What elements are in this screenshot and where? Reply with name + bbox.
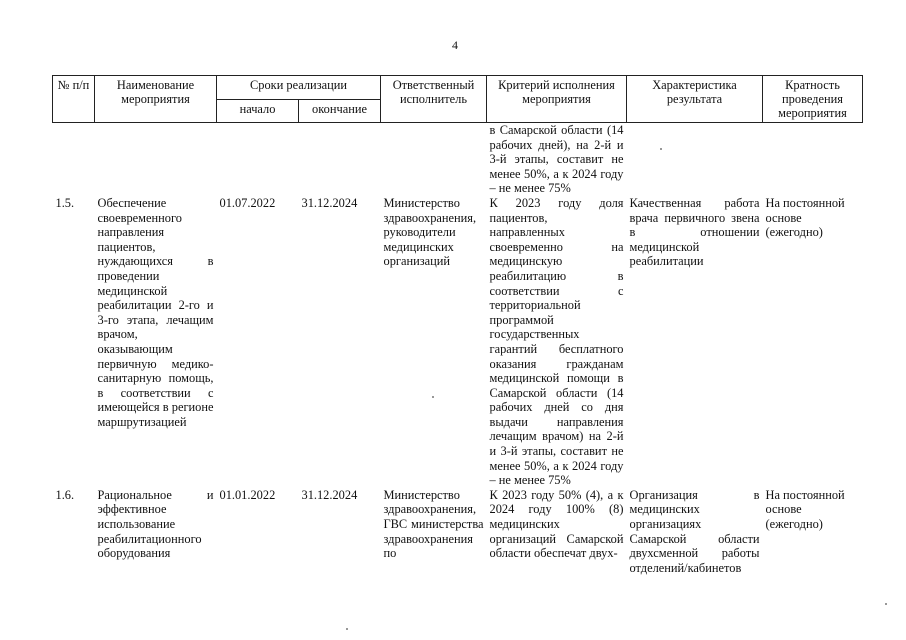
header-responsible: Ответственный исполнитель [381,76,487,123]
page-number: 4 [452,38,458,52]
header-criterion: Критерий исполнения мероприятия [487,76,627,123]
header-frequency: Кратность проведения мероприятия [763,76,863,123]
table-row [53,488,863,576]
header-characteristic: Характеристика результата [627,76,763,123]
start-date-cell: 01.01.2022 [219,487,276,502]
plan-table [52,75,863,575]
end-date-cell: 31.12.2024 [301,195,358,210]
header-end: окончание [299,99,381,123]
table-row [53,196,863,488]
header-start: начало [217,99,299,123]
criterion-cell: К 2023 году 50% (4), а к 2024 году 100% (8) медицинских организаций Самарской области обеспечат двух- [489,487,624,561]
row-number: 1.6. [55,487,75,502]
row-number: 1.5. [55,195,75,210]
header-period: Сроки реализации [217,76,381,100]
criterion-cell: в Самарской области (14 рабочих дней), на 2-й и 3-й этапы, составит не менее 50%, а к 2024 году – не менее 75% [489,123,624,196]
end-date-cell: 31.12.2024 [301,487,358,502]
scan-speck [432,396,434,398]
scan-speck [346,628,348,630]
characteristic-cell: Качественная работа врача первичного звена в отношении медицинской реабилитации [629,195,760,269]
responsible-cell: Министерство здравоохранения, руководители медицинских организаций [383,195,477,269]
responsible-cell: Министерство здравоохранения, ГВС министерства здравоохранения по [383,487,484,561]
header-num: № п/п [53,76,95,123]
scan-speck [885,603,887,605]
scan-speck [660,148,662,150]
activity-name-cell: Обеспечение своевременного направления пациентов, нуждающихся в проведении медицинской реабилитации 2-го и 3-го этапа, лечащим врачом, оказывающим первичную медико-санитарную помощь, в соответствии с имеющейся в регионе маршрутизацией [97,195,214,429]
criterion-cell: К 2023 году доля пациентов, направленных своевременно на медицинскую реабилитацию в соответствии с территориальной программой государственных гарантий бесплатного оказания гражданам медицинской помощи в Самарской области (14 рабочих дней со дня выдачи направления лечащим врачом) на 2-й и 3-й этапы, составит не менее 50%, а к 2024 году – не менее 75% [489,195,624,488]
activity-name-cell: Рациональное и эффективное использование реабилитационного оборудования [97,487,214,561]
header-row [53,76,863,100]
table-row-continuation [53,123,863,196]
start-date-cell: 01.07.2022 [219,195,276,210]
frequency-cell: На постоянной основе (ежегодно) [765,487,845,532]
characteristic-cell: Организация в медицинских организациях Самарской области двухсменной работы отделений/кабинетов [629,487,760,575]
header-name: Наименование мероприятия [95,76,217,123]
frequency-cell: На постоянной основе (ежегодно) [765,195,845,240]
